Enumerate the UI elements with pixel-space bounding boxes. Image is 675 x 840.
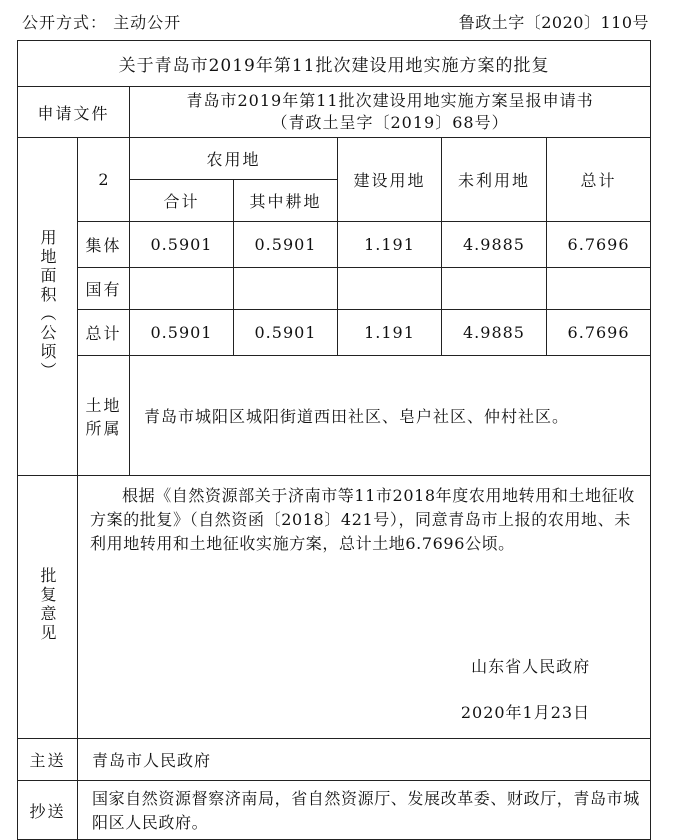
- application-reference: （青政土呈字〔2019〕68号）: [271, 113, 509, 132]
- cell-construction: [338, 268, 442, 310]
- cell-arable: [234, 268, 338, 310]
- cell-unused: 4.9885: [442, 222, 547, 268]
- approval-text: 根据《自然资源部关于济南市等11市2018年度农用地转用和土地征收方案的批复》（自然资函〔2018〕421号），同意青岛市上报的农用地、未利用地转用和土地征收实施方案，总计土地6.7696公顷。: [90, 486, 635, 553]
- header-unused: 未利用地: [442, 138, 547, 222]
- table-row: [18, 222, 651, 268]
- document-title: 关于青岛市2019年第11批次建设用地实施方案的批复: [18, 41, 651, 87]
- application-label: 申请文件: [18, 87, 130, 138]
- corner-number: 2: [78, 138, 130, 222]
- cell-construction: 1.191: [338, 310, 442, 356]
- land-area-side-label: [18, 138, 78, 476]
- row-label: 总计: [78, 310, 130, 356]
- header-agricultural: 农用地: [130, 138, 338, 180]
- approval-form-table: [17, 40, 651, 840]
- copy-to-value: 国家自然资源督察济南局，省自然资源厅、发展改革委、财政厅，青岛市城阳区人民政府。: [78, 781, 651, 840]
- cell-unused: 4.9885: [442, 310, 547, 356]
- application-document: [130, 87, 651, 138]
- cell-arable: 0.5901: [234, 310, 338, 356]
- send-to-label: 主送: [18, 739, 78, 781]
- cell-subtotal: 0.5901: [130, 222, 234, 268]
- cell-subtotal: [130, 268, 234, 310]
- disclosure-mode: 公开方式： 主动公开: [22, 13, 182, 32]
- cell-construction: 1.191: [338, 222, 442, 268]
- approval-label-text: 批复意见: [38, 567, 57, 643]
- approval-signature: 山东省人民政府: [471, 657, 591, 676]
- cell-unused: [442, 268, 547, 310]
- land-location: 青岛市城阳区城阳街道西田社区、皂户社区、仲村社区。: [130, 356, 651, 476]
- location-label-line2: 所属: [85, 418, 122, 438]
- location-label: [78, 356, 130, 476]
- cell-total: [547, 268, 651, 310]
- application-title: 青岛市2019年第11批次建设用地实施方案呈报申请书: [186, 91, 594, 110]
- header-subtotal: 合计: [130, 180, 234, 222]
- cell-total: 6.7696: [547, 310, 651, 356]
- cell-arable: 0.5901: [234, 222, 338, 268]
- document-header: [22, 8, 649, 34]
- row-label: 国有: [78, 268, 130, 310]
- location-label-line1: 土地: [85, 395, 122, 415]
- header-construction: 建设用地: [338, 138, 442, 222]
- table-row: [18, 310, 651, 356]
- send-to-value: 青岛市人民政府: [78, 739, 651, 781]
- header-arable: 其中耕地: [234, 180, 338, 222]
- header-total: 总计: [547, 138, 651, 222]
- approval-opinion: [78, 476, 651, 739]
- cell-total: 6.7696: [547, 222, 651, 268]
- cell-subtotal: 0.5901: [130, 310, 234, 356]
- table-row: [18, 268, 651, 310]
- approval-date: 2020年1月23日: [460, 703, 591, 722]
- land-area-unit-label: 用地面积（公顷）: [38, 228, 57, 381]
- row-label: 集体: [78, 222, 130, 268]
- copy-to-label: 抄送: [18, 781, 78, 840]
- document-number: 鲁政土字〔2020〕110号: [458, 13, 649, 32]
- approval-side-label: [18, 476, 78, 739]
